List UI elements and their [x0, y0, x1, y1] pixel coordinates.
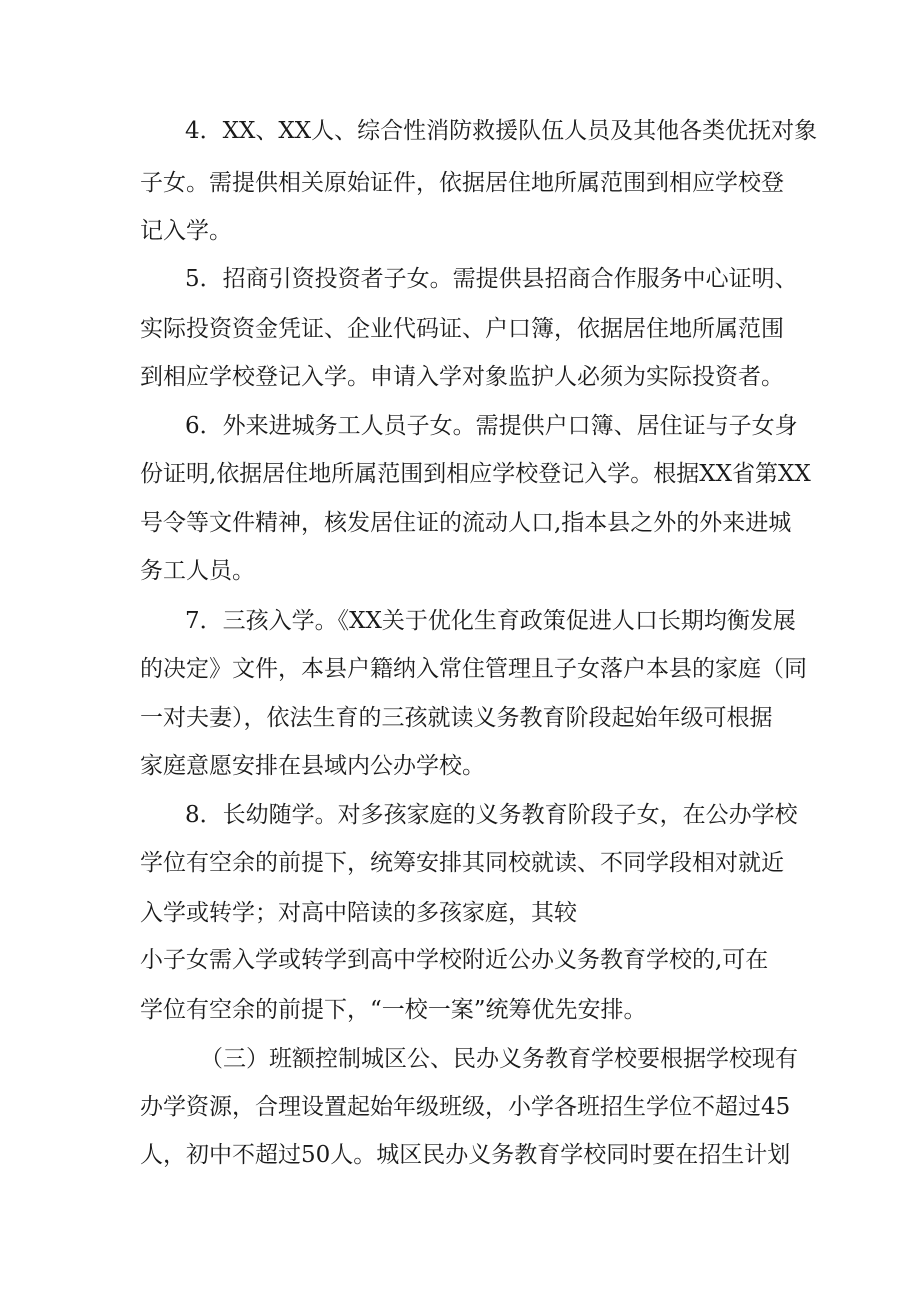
- paragraph-6-line-4: 务工人员。: [140, 558, 255, 584]
- paragraph-7-line-1: 7．三孩入学。《XX关于优化生育政策促进人口长期均衡发展: [185, 608, 796, 634]
- paragraph-5-line-1: 5．招商引资投资者子女。需提供县招商合作服务中心证明、: [185, 266, 798, 292]
- paragraph-8-line-5: 学位有空余的前提下，“一校一案”统筹优先安排。: [140, 997, 647, 1023]
- section-3-line-3: 人，初中不超过50人。城区民办义务教育学校同时要在招生计划: [140, 1142, 791, 1168]
- paragraph-8-line-2: 学位有空余的前提下，统筹安排其同校就读、不同学段相对就近: [140, 850, 784, 876]
- paragraph-6-line-1: 6．外来进城务工人员子女。需提供户口簿、居住证与子女身: [185, 413, 798, 439]
- paragraph-6-line-2: 份证明,依据居住地所属范围到相应学校登记入学。根据XX省第XX: [140, 461, 811, 487]
- section-3-line-1: （三）班额控制城区公、民办义务教育学校要根据学校现有: [200, 1046, 798, 1072]
- paragraph-8-line-4: 小子女需入学或转学到高中学校附近公办义务教育学校的,可在: [140, 947, 769, 973]
- paragraph-5-line-3: 到相应学校登记入学。申请入学对象监护人必须为实际投资者。: [140, 364, 784, 390]
- paragraph-6-line-3: 号令等文件精神，核发居住证的流动人口,指本县之外的外来进城: [140, 510, 792, 536]
- paragraph-8-line-1: 8．长幼随学。对多孩家庭的义务教育阶段子女，在公办学校: [185, 802, 798, 828]
- section-3-line-2: 办学资源，合理设置起始年级班级，小学各班招生学位不超过45: [140, 1094, 791, 1120]
- paragraph-7-line-2: 的决定》文件，本县户籍纳入常住管理且子女落户本县的家庭（同: [140, 656, 807, 682]
- paragraph-7-line-3: 一对夫妻），依法生育的三孩就读义务教育阶段起始年级可根据: [140, 705, 773, 731]
- paragraph-4-line-3: 记入学。: [140, 218, 232, 244]
- paragraph-5-line-2: 实际投资资金凭证、企业代码证、户口簿，依据居住地所属范围: [140, 316, 784, 342]
- paragraph-8-line-3: 入学或转学；对高中陪读的多孩家庭，其较: [140, 900, 577, 926]
- paragraph-4-line-1: 4．XX、XX人、综合性消防救援队伍人员及其他各类优抚对象: [185, 118, 818, 144]
- paragraph-7-line-4: 家庭意愿安排在县域内公办学校。: [140, 753, 485, 779]
- paragraph-4-line-2: 子女。需提供相关原始证件，依据居住地所属范围到相应学校登: [140, 170, 784, 196]
